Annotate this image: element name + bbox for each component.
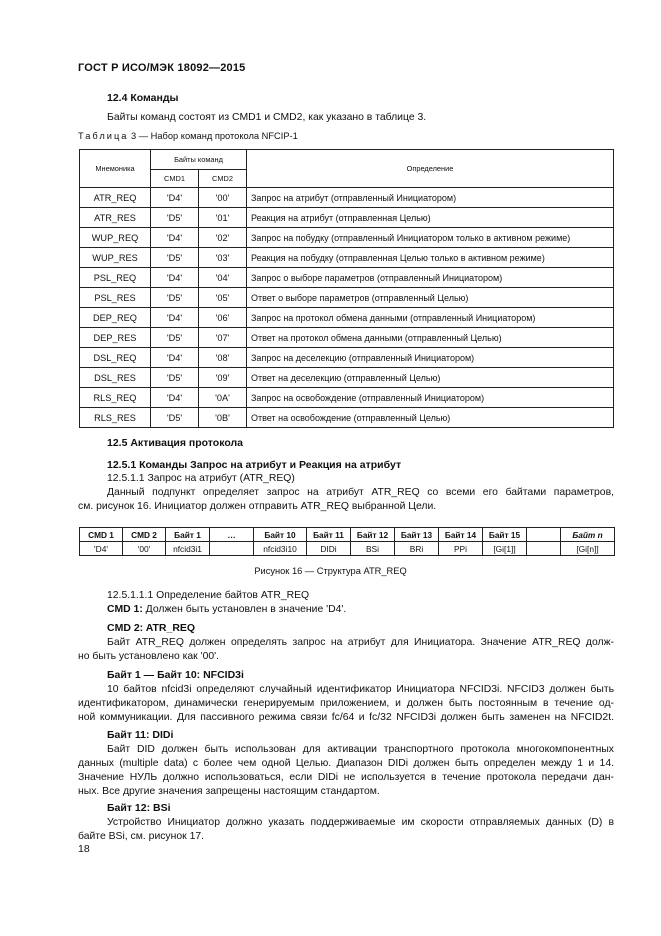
figure-16-value-cell: [527, 542, 561, 556]
table-row: [80, 188, 614, 208]
cmd2-heading: CMD 2: ATR_REQ: [107, 622, 196, 634]
cell-definition: Реакция на атрибут (отправленная Целью): [247, 208, 614, 228]
paragraph-line: Значение НУЛЬ должно использоваться, если DIDi не используется в течение протокола передачи дан-: [78, 772, 614, 783]
cell-mnemonic: DEP_RES: [80, 328, 151, 348]
byte1-10-heading: Байт 1 — Байт 10: NFCID3i: [107, 669, 244, 681]
cell-mnemonic: DSL_REQ: [80, 348, 151, 368]
figure-16-header-cell: Байт 15: [483, 528, 527, 542]
figure-16-value-cell: [Gi[1]]: [483, 542, 527, 556]
table-row: [80, 348, 614, 368]
cell-cmd1: 'D4': [151, 308, 199, 328]
cell-cmd1: 'D5': [151, 208, 199, 228]
byte12-heading: Байт 12: BSi: [107, 802, 171, 814]
paragraph-line: Байт ATR_REQ должен определять запрос на атрибут для Инициатора. Значение ATR_REQ долж-: [107, 637, 614, 648]
table-row: [80, 248, 614, 268]
figure-16-header-cell: Байт 11: [307, 528, 351, 542]
table-row: [80, 228, 614, 248]
figure-16-header-cell: Байт 13: [395, 528, 439, 542]
figure-16-header-cell: Байт 12: [351, 528, 395, 542]
col-bytes-header: Байты команд: [151, 150, 247, 170]
cell-mnemonic: WUP_RES: [80, 248, 151, 268]
cell-cmd1: 'D5': [151, 288, 199, 308]
cell-definition: Запрос на побудку (отправленный Инициатором только в активном режиме): [247, 228, 614, 248]
cell-definition: Ответ на деселекцию (отправленный Целью): [247, 368, 614, 388]
cell-cmd2: '09': [199, 368, 247, 388]
table-row: [80, 388, 614, 408]
figure-16-caption: Рисунок 16 — Структура ATR_REQ: [254, 566, 407, 576]
paragraph-line: но быть установлено как '00'.: [78, 651, 220, 662]
figure-16-atr-req-structure: [79, 527, 615, 556]
figure-16-header-cell: CMD 2: [123, 528, 166, 542]
cell-cmd2: '05': [199, 288, 247, 308]
section-12-5-1-title: 12.5.1 Команды Запрос на атрибут и Реакция на атрибут: [107, 459, 402, 471]
table-row: [80, 208, 614, 228]
paragraph-line: Байт DID должен быть использован для активации транспортного протокола многокомпонентных: [107, 744, 614, 755]
section-12-5-1-1-title: 12.5.1.1 Запрос на атрибут (ATR_REQ): [107, 473, 295, 484]
document-header: ГОСТ Р ИСО/МЭК 18092—2015: [78, 62, 246, 74]
cell-definition: Реакция на побудку (отправленная Целью только в активном режиме): [247, 248, 614, 268]
cell-definition: Запрос на деселекцию (отправленный Инициатором): [247, 348, 614, 368]
cell-definition: Ответ на освобождение (отправленный Целью): [247, 408, 614, 428]
section-12-4-title: 12.4 Команды: [107, 92, 179, 104]
cell-definition: Ответ о выборе параметров (отправленный Целью): [247, 288, 614, 308]
paragraph-line: ных. Все другие значения запрещены настоящим стандартом.: [78, 786, 380, 797]
table-row: [80, 408, 614, 428]
table-row: [80, 308, 614, 328]
cell-cmd1: 'D5': [151, 408, 199, 428]
cell-cmd1: 'D5': [151, 328, 199, 348]
figure-16-value-cell: nfcid3i1: [166, 542, 210, 556]
cell-cmd1: 'D5': [151, 248, 199, 268]
cell-cmd1: 'D4': [151, 228, 199, 248]
col-definition-header: Определение: [247, 150, 614, 188]
section-12-5-title: 12.5 Активация протокола: [107, 437, 244, 449]
figure-16-header-cell: Байт 14: [439, 528, 483, 542]
cell-cmd2: '07': [199, 328, 247, 348]
figure-16-value-cell: DIDi: [307, 542, 351, 556]
col-cmd2-header: CMD2: [199, 170, 247, 188]
table-row: [80, 268, 614, 288]
figure-16-value-cell: PPi: [439, 542, 483, 556]
figure-16-header-cell: [527, 528, 561, 542]
cell-definition: Запрос на освобождение (отправленный Инициатором): [247, 388, 614, 408]
cell-mnemonic: DEP_REQ: [80, 308, 151, 328]
cell-mnemonic: RLS_REQ: [80, 388, 151, 408]
paragraph-line: см. рисунок 16. Инициатор должен отправить ATR_REQ выбранной Цели.: [78, 501, 437, 512]
cell-cmd2: '06': [199, 308, 247, 328]
figure-16-value-cell: BSi: [351, 542, 395, 556]
cell-cmd2: '01': [199, 208, 247, 228]
table-row: [80, 288, 614, 308]
cell-cmd1: 'D4': [151, 388, 199, 408]
col-mnemonic-header: Мнемоника: [80, 150, 151, 188]
table-row: [80, 328, 614, 348]
table-3-caption: Таблица 3 — Набор команд протокола NFCIP-1: [78, 131, 298, 141]
cell-cmd2: '02': [199, 228, 247, 248]
cell-cmd2: '03': [199, 248, 247, 268]
cmd1-definition: CMD 1: Должен быть установлен в значение 'D4'.: [107, 604, 347, 615]
figure-16-value-cell: '00': [123, 542, 166, 556]
section-12-4-text: Байты команд состоят из CMD1 и CMD2, как указано в таблице 3.: [107, 112, 427, 123]
table-row: [80, 368, 614, 388]
figure-16-value-cell: BRi: [395, 542, 439, 556]
cell-cmd2: '04': [199, 268, 247, 288]
cell-cmd1: 'D4': [151, 268, 199, 288]
col-cmd1-header: CMD1: [151, 170, 199, 188]
paragraph-line: 12.5.1.1.1 Определение байтов ATR_REQ: [107, 590, 310, 601]
cell-mnemonic: ATR_REQ: [80, 188, 151, 208]
paragraph-line: 10 байтов nfcid3i определяют случайный идентификатор Инициатора NFCID3i. NFCID3 должен быть: [107, 684, 614, 695]
cell-cmd1: 'D4': [151, 188, 199, 208]
cell-mnemonic: ATR_RES: [80, 208, 151, 228]
cell-mnemonic: PSL_REQ: [80, 268, 151, 288]
figure-16-value-cell: 'D4': [80, 542, 123, 556]
figure-16-value-cell: [Gi[n]]: [561, 542, 615, 556]
figure-16-header-cell: Байт n: [561, 528, 615, 542]
figure-16-header-cell: Байт 10: [254, 528, 307, 542]
paragraph-line: байте BSi, см. рисунок 17.: [78, 831, 205, 842]
figure-16-header-cell: Байт 1: [166, 528, 210, 542]
page-number: 18: [78, 843, 90, 855]
cell-definition: Ответ на протокол обмена данными (отправленный Целью): [247, 328, 614, 348]
cell-cmd2: '08': [199, 348, 247, 368]
cell-mnemonic: RLS_RES: [80, 408, 151, 428]
cell-cmd2: '0B': [199, 408, 247, 428]
figure-16-value-cell: nfcid3i10: [254, 542, 307, 556]
figure-16-header-cell: CMD 1: [80, 528, 123, 542]
figure-16-header-cell: …: [210, 528, 254, 542]
table-3-command-set: [79, 149, 614, 428]
cell-cmd2: '00': [199, 188, 247, 208]
cell-mnemonic: WUP_REQ: [80, 228, 151, 248]
paragraph-line: данных (multiple data) с более чем одной Целью. Диапазон DIDi должен быть определен между 1 и 14.: [78, 758, 614, 769]
figure-16-value-cell: [210, 542, 254, 556]
paragraph-line: ной коммуникации. Для пассивного режима связи fc/64 и fc/32 NFCID3i должен быть заменен на NFCID2t.: [78, 712, 614, 723]
cell-definition: Запрос на атрибут (отправленный Инициатором): [247, 188, 614, 208]
cell-definition: Запрос о выборе параметров (отправленный Инициатором): [247, 268, 614, 288]
cell-cmd1: 'D4': [151, 348, 199, 368]
paragraph-line: идентификатором, динамически генерируемым приложением, и должен быть постоянным в течение од-: [78, 698, 614, 709]
cell-mnemonic: PSL_RES: [80, 288, 151, 308]
byte11-heading: Байт 11: DIDi: [107, 729, 174, 741]
paragraph-line: Устройство Инициатор должно указать поддерживаемые им скорости отправляемых данных (D) в: [107, 817, 614, 828]
paragraph-line: Данный подпункт определяет запрос на атрибут ATR_REQ со всеми его байтами параметров,: [107, 487, 614, 498]
cell-definition: Запрос на протокол обмена данными (отправленный Инициатором): [247, 308, 614, 328]
cell-cmd2: '0A': [199, 388, 247, 408]
cell-cmd1: 'D5': [151, 368, 199, 388]
cell-mnemonic: DSL_RES: [80, 368, 151, 388]
